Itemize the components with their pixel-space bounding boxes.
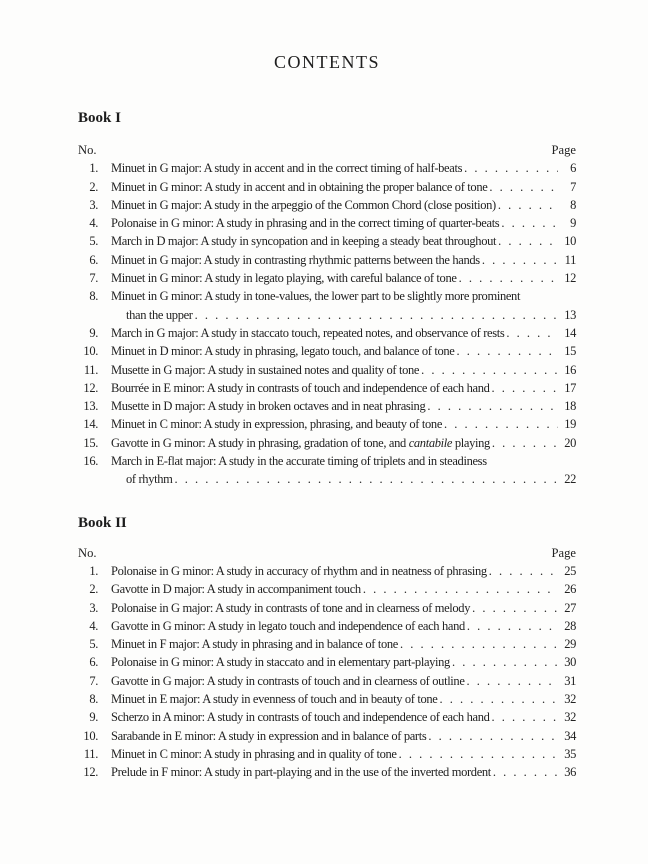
entry-title-block: [111, 324, 576, 342]
entry-number: 6.: [89, 655, 98, 670]
entry-line-1: [78, 159, 576, 177]
entry-title: Minuet in G minor: A study in accent and in obtaining the proper balance of tone: [111, 179, 488, 194]
entry-title: Musette in D major: A study in broken octaves and in neat phrasing: [111, 399, 426, 414]
entry-number: 11.: [83, 362, 98, 377]
entry-number: 6.: [89, 252, 98, 267]
entry-line-1: [78, 269, 576, 287]
entry-line-2: [78, 306, 576, 324]
entry-title-block: [111, 434, 576, 452]
toc-entry: [78, 672, 576, 690]
entry-title-block: [111, 452, 576, 470]
toc-entry: [78, 415, 576, 433]
entry-line-1: [78, 214, 576, 232]
entry-title-block: [111, 251, 576, 269]
entry-line-1: [78, 672, 576, 690]
entry-title: Minuet in F major: A study in phrasing and in balance of tone: [111, 637, 398, 652]
entry-line-1: [78, 415, 576, 433]
entry-number: 15.: [83, 435, 98, 450]
entry-title: Minuet in G major: A study in contrasting rhythmic patterns between the hands: [111, 252, 480, 267]
entry-number: 16.: [83, 454, 98, 469]
dot-leader: [498, 196, 558, 214]
entry-number: 10.: [83, 344, 98, 359]
entry-title-block: [111, 690, 576, 708]
entry-page-number: 11: [564, 252, 576, 267]
number-column-header: No.: [78, 545, 97, 560]
entry-number: 2.: [89, 179, 98, 194]
toc-entry: [78, 599, 576, 617]
entry-line-1: [78, 251, 576, 269]
dot-leader: [482, 251, 558, 269]
entry-title: Minuet in G minor: A study in legato playing, with careful balance of tone: [111, 271, 457, 286]
entry-title-block: [111, 653, 576, 671]
entry-number: 5.: [89, 637, 98, 652]
toc-entry: [78, 745, 576, 763]
toc-entry: [78, 379, 576, 397]
toc-entry: [78, 214, 576, 232]
dot-leader: [498, 232, 558, 250]
entry-line-1: [78, 196, 576, 214]
toc-entry: [78, 434, 576, 452]
entry-number: 3.: [89, 197, 98, 212]
dot-leader: [400, 635, 558, 653]
entry-line-1: [78, 653, 576, 671]
entry-title-block: [111, 287, 576, 305]
toc-entry: [78, 452, 576, 489]
toc-entry: [78, 763, 576, 781]
book-1-heading: Book I: [78, 110, 121, 126]
entry-page-number: 19: [564, 417, 576, 432]
entry-title: March in G major: A study in staccato touch, repeated notes, and observance of rests: [111, 325, 505, 340]
dot-leader: [440, 690, 559, 708]
entry-line-1: [78, 324, 576, 342]
dot-leader: [472, 599, 558, 617]
entry-page-number: 34: [564, 728, 576, 743]
entry-title: Minuet in G minor: A study in tone-values, the lower part to be slightly more prominent: [111, 289, 521, 304]
entry-line-1: [78, 690, 576, 708]
entry-title-block: [111, 672, 576, 690]
entry-page-number: 31: [564, 673, 576, 688]
entry-title: Polonaise in G minor: A study in accuracy of rhythm and in neatness of phrasing: [111, 563, 487, 578]
entry-line-1: [78, 397, 576, 415]
entry-line-1: [78, 287, 576, 305]
book-section-1: [78, 109, 576, 489]
entry-title-continuation-block: [126, 306, 576, 324]
dot-leader: [456, 342, 558, 360]
entry-title-block: [111, 196, 576, 214]
toc-entry: [78, 580, 576, 598]
entry-title-block: [111, 727, 576, 745]
toc-entry: [78, 635, 576, 653]
entry-number: 7.: [89, 673, 98, 688]
toc-entry: [78, 342, 576, 360]
toc-entry: [78, 708, 576, 726]
dot-leader: [506, 324, 558, 342]
entry-number: 8.: [89, 692, 98, 707]
entry-page-number: 7: [570, 179, 576, 194]
entry-title-block: [111, 269, 576, 287]
dot-leader: [195, 306, 558, 324]
entry-page-number: 13: [564, 307, 576, 322]
entry-title: Minuet in E major: A study in evenness of touch and in beauty of tone: [111, 692, 438, 707]
entry-title-continuation-block: [126, 470, 576, 488]
dot-leader: [444, 415, 558, 433]
entry-line-1: [78, 379, 576, 397]
entry-page-number: 16: [564, 362, 576, 377]
entry-page-number: 29: [564, 637, 576, 652]
dot-leader: [421, 361, 558, 379]
dot-leader: [363, 580, 558, 598]
dot-leader: [175, 470, 559, 488]
toc-entry: [78, 324, 576, 342]
entry-title-block: [111, 562, 576, 580]
toc-entry: [78, 690, 576, 708]
entry-line-1: [78, 745, 576, 763]
entry-number: 2.: [89, 582, 98, 597]
entry-title: Minuet in G major: A study in accent and in the correct timing of half-beats: [111, 161, 463, 176]
dot-leader: [467, 617, 558, 635]
dot-leader: [501, 214, 558, 232]
entry-number-spacer: [78, 306, 98, 324]
dot-leader: [427, 397, 558, 415]
dot-leader: [492, 708, 558, 726]
entry-title-block: [111, 214, 576, 232]
entry-page-number: 28: [564, 618, 576, 633]
toc-entry: [78, 617, 576, 635]
entry-title: Gavotte in G minor: A study in phrasing, gradation of tone, and: [111, 435, 409, 450]
contents-body: [0, 52, 648, 782]
dot-leader: [492, 379, 559, 397]
column-header-row: [78, 544, 576, 562]
toc-entry: [78, 562, 576, 580]
entry-line-1: [78, 708, 576, 726]
entry-number: 8.: [89, 289, 98, 304]
entry-line-1: [78, 580, 576, 598]
dot-leader: [452, 653, 558, 671]
entry-title: Gavotte in D major: A study in accompaniment touch: [111, 582, 361, 597]
entry-title-continuation: of rhythm: [126, 472, 173, 487]
entry-number: 12.: [83, 380, 98, 395]
entry-title: Polonaise in G minor: A study in staccato and in elementary part-playing: [111, 655, 450, 670]
entry-title-block: [111, 708, 576, 726]
entry-page-number: 12: [564, 271, 576, 286]
entry-line-1: [78, 635, 576, 653]
entry-page-number: 25: [564, 563, 576, 578]
dot-leader: [467, 672, 558, 690]
entry-title-block: [111, 599, 576, 617]
entry-line-1: [78, 434, 576, 452]
book-2-heading: Book II: [78, 514, 127, 531]
entry-number: 11.: [83, 746, 98, 761]
entry-page-number: 6: [570, 161, 576, 176]
entry-page-number: 22: [564, 472, 576, 487]
entry-page-number: 8: [570, 197, 576, 212]
entry-page-number: 14: [564, 325, 576, 340]
entry-page-number: 27: [564, 600, 576, 615]
entry-number: 7.: [89, 271, 98, 286]
dot-leader: [399, 745, 558, 763]
entry-title: Musette in G major: A study in sustained notes and quality of tone: [111, 362, 420, 377]
entry-title-block: [111, 379, 576, 397]
entry-page-number: 35: [564, 746, 576, 761]
toc-entry: [78, 397, 576, 415]
entry-title: March in E-flat major: A study in the accurate timing of triplets and in steadiness: [111, 454, 487, 469]
toc-entry: [78, 653, 576, 671]
entry-number: 3.: [89, 600, 98, 615]
toc-entry: [78, 196, 576, 214]
dot-leader: [459, 269, 558, 287]
page-column-header: Page: [551, 143, 576, 157]
entry-page-number: 17: [564, 380, 576, 395]
dot-leader: [489, 562, 558, 580]
entry-title: March in D major: A study in syncopation and in keeping a steady beat throughout: [111, 234, 497, 249]
entry-title: playing: [452, 435, 490, 450]
entry-title-block: [111, 232, 576, 250]
entry-number: 1.: [89, 563, 98, 578]
entry-line-1: [78, 361, 576, 379]
entry-line-1: [78, 617, 576, 635]
toc-entry: [78, 269, 576, 287]
dot-leader: [464, 159, 558, 177]
entry-title: Minuet in G major: A study in the arpeggio of the Common Chord (close position): [111, 197, 496, 212]
entry-title: Scherzo in A minor: A study in contrasts of touch and independence of each hand: [111, 710, 490, 725]
entry-number: 1.: [89, 161, 98, 176]
dot-leader: [493, 763, 558, 781]
entry-title-block: [111, 397, 576, 415]
entry-title-block: [111, 159, 576, 177]
entry-number: 13.: [83, 399, 98, 414]
entry-title: Minuet in C minor: A study in expression, phrasing, and beauty of tone: [111, 417, 443, 432]
entry-title-block: [111, 178, 576, 196]
toc-entry: [78, 287, 576, 324]
entry-page-number: 15: [564, 344, 576, 359]
entry-page-number: 32: [564, 710, 576, 725]
entry-line-1: [78, 342, 576, 360]
entry-page-number: 30: [564, 655, 576, 670]
book-section-2: [78, 514, 576, 782]
entry-title-block: [111, 580, 576, 598]
entry-number: 9.: [89, 325, 98, 340]
entry-title: Minuet in D minor: A study in phrasing, legato touch, and balance of tone: [111, 344, 455, 359]
dot-leader: [428, 727, 558, 745]
entry-title: Prelude in F minor: A study in part-playing and in the use of the inverted mordent: [111, 765, 491, 780]
entry-line-1: [78, 727, 576, 745]
entry-title: Gavotte in G minor: A study in legato touch and independence of each hand: [111, 618, 465, 633]
entry-title: Sarabande in E minor: A study in expression and in balance of parts: [111, 728, 427, 743]
entry-number-spacer: [78, 470, 98, 488]
column-header-row: [78, 141, 576, 159]
entry-line-1: [78, 599, 576, 617]
toc-entry: [78, 159, 576, 177]
entry-page-number: 18: [564, 399, 576, 414]
toc-entry: [78, 727, 576, 745]
entry-title: Bourrée in E minor: A study in contrasts of touch and independence of each hand: [111, 380, 490, 395]
entry-number: 9.: [89, 710, 98, 725]
entry-line-1: [78, 763, 576, 781]
entry-number: 10.: [83, 728, 98, 743]
entry-page-number: 20: [564, 435, 576, 450]
entry-title: cantabile: [408, 435, 453, 450]
entry-title-continuation: than the upper: [126, 307, 193, 322]
entry-page-number: 36: [564, 765, 576, 780]
entry-line-1: [78, 178, 576, 196]
entry-number: 14.: [83, 417, 98, 432]
entry-title: Minuet in C minor: A study in phrasing and in quality of tone: [111, 746, 397, 761]
entry-page-number: 9: [570, 216, 576, 231]
entry-line-2: [78, 470, 576, 488]
page-column-header: Page: [551, 545, 576, 560]
entry-number: 4.: [89, 618, 98, 633]
toc-entry: [78, 361, 576, 379]
entry-page-number: 26: [564, 582, 576, 597]
entry-page-number: 32: [564, 692, 576, 707]
number-column-header: No.: [78, 143, 97, 157]
book-2-entries: [78, 562, 576, 782]
entry-title-block: [111, 635, 576, 653]
entry-title: Polonaise in G minor: A study in phrasing and in the correct timing of quarter-beats: [111, 216, 500, 231]
entry-title-block: [111, 361, 576, 379]
entry-title: Gavotte in G major: A study in contrasts of touch and in clearness of outline: [111, 673, 465, 688]
entry-line-1: [78, 562, 576, 580]
book-1-entries: [78, 159, 576, 488]
entry-title-block: [111, 617, 576, 635]
entry-title-block: [111, 763, 576, 781]
dot-leader: [492, 434, 558, 452]
entry-title-block: [111, 415, 576, 433]
dot-leader: [489, 178, 558, 196]
toc-entry: [78, 251, 576, 269]
entry-line-1: [78, 232, 576, 250]
toc-entry: [78, 178, 576, 196]
entry-page-number: 10: [564, 234, 576, 249]
entry-title: Polonaise in G major: A study in contrasts of tone and in clearness of melody: [111, 600, 471, 615]
entry-line-1: [78, 452, 576, 470]
page-title: CONTENTS: [274, 52, 380, 72]
entry-title-block: [111, 342, 576, 360]
toc-entry: [78, 232, 576, 250]
entry-number: 12.: [83, 765, 98, 780]
entry-title-block: [111, 745, 576, 763]
entry-number: 5.: [89, 234, 98, 249]
entry-number: 4.: [89, 216, 98, 231]
